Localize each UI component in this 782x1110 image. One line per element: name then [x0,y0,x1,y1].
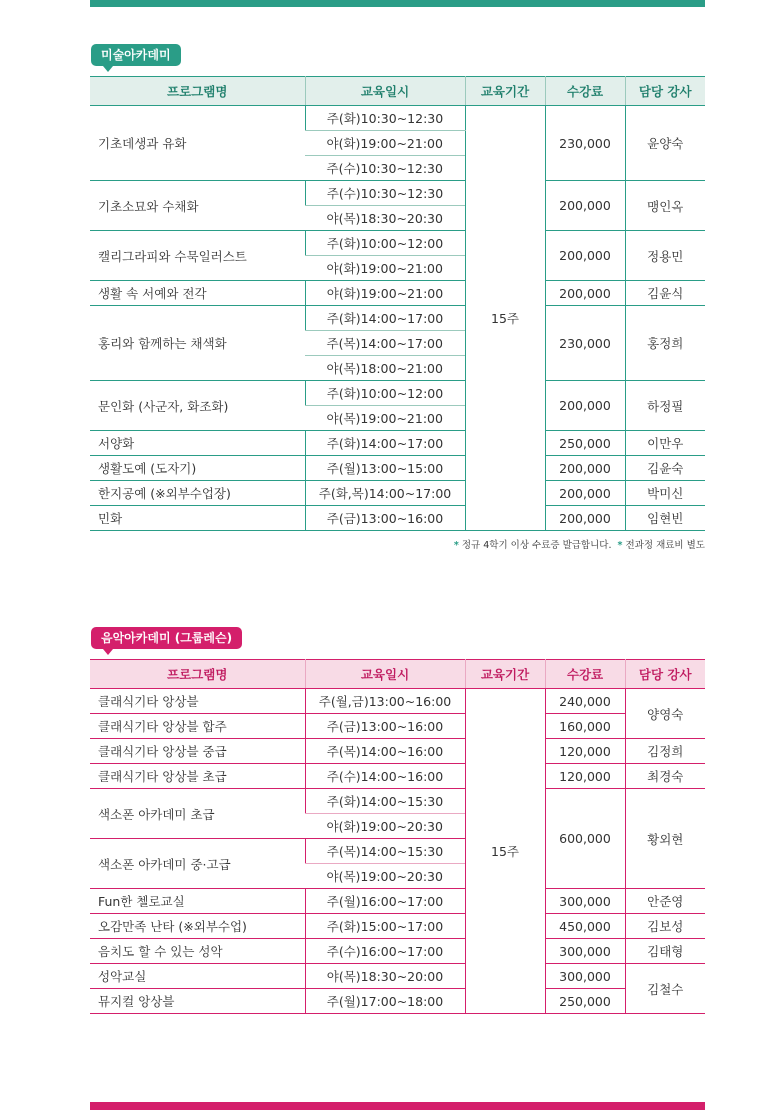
schedule-time: 주(화)10:30~12:30 [305,106,465,131]
course-period: 15주 [465,106,545,531]
course-fee: 200,000 [545,506,625,531]
table-row [90,481,705,506]
program-name: 캘리그라피와 수묵일러스트 [90,231,305,281]
footnote-star: * [617,540,623,551]
program-name: 색소폰 아카데미 중·고급 [90,839,305,889]
program-name: 문인화 (사군자, 화조화) [90,381,305,431]
table-row [90,989,705,1014]
course-fee: 300,000 [545,889,625,914]
schedule-time: 야(화)19:00~21:00 [305,281,465,306]
schedule-time: 야(목)18:00~21:00 [305,356,465,381]
teacher-name: 맹인옥 [625,181,705,231]
program-name: 클래식기타 앙상블 초급 [90,764,305,789]
music-academy-title: 음악아카데미 (그룹레슨) [91,627,242,649]
art-academy-section [90,44,705,551]
program-name: 클래식기타 앙상블 합주 [90,714,305,739]
table-row [90,231,705,256]
music-academy-section [90,627,705,1014]
course-fee: 250,000 [545,989,625,1014]
music-schedule-table [90,659,705,1014]
course-fee: 300,000 [545,939,625,964]
schedule-time: 야(목)18:30~20:00 [305,964,465,989]
program-name: Fun한 첼로교실 [90,889,305,914]
course-fee: 200,000 [545,231,625,281]
table-row [90,714,705,739]
course-fee: 600,000 [545,789,625,889]
program-name: 생활 속 서예와 전각 [90,281,305,306]
program-name: 클래식기타 앙상블 [90,689,305,714]
schedule-time: 야(목)18:30~20:30 [305,206,465,231]
course-fee: 120,000 [545,764,625,789]
program-name: 오감만족 난타 (※외부수업) [90,914,305,939]
header-program: 프로그램명 [90,660,305,689]
table-row [90,964,705,989]
program-name: 한지공예 (※외부수업장) [90,481,305,506]
schedule-time: 주(화)15:00~17:00 [305,914,465,939]
schedule-time: 주(목)14:00~17:00 [305,331,465,356]
bottom-accent-bar [90,1102,705,1110]
table-row [90,106,705,131]
program-name: 색소폰 아카데미 초급 [90,789,305,839]
header-datetime: 교육일시 [305,77,465,106]
program-name: 뮤지컬 앙상블 [90,989,305,1014]
program-name: 기초데생과 유화 [90,106,305,181]
schedule-time: 주(화)10:00~12:00 [305,231,465,256]
program-name: 성악교실 [90,964,305,989]
table-row [90,181,705,206]
art-footnote [90,537,705,551]
program-name: 홍리와 함께하는 채색화 [90,306,305,381]
table-row [90,689,705,714]
course-fee: 230,000 [545,306,625,381]
footnote-star: * [453,540,459,551]
schedule-time: 주(화)14:00~17:00 [305,306,465,331]
teacher-name: 이만우 [625,431,705,456]
course-fee: 450,000 [545,914,625,939]
course-fee: 300,000 [545,964,625,989]
course-fee: 230,000 [545,106,625,181]
schedule-time: 야(화)19:00~21:00 [305,131,465,156]
table-row [90,789,705,814]
course-fee: 250,000 [545,431,625,456]
table-row [90,456,705,481]
teacher-name: 김철수 [625,964,705,1014]
course-fee: 200,000 [545,181,625,231]
teacher-name: 윤양숙 [625,106,705,181]
schedule-time: 주(수)10:30~12:30 [305,156,465,181]
teacher-name: 최경숙 [625,764,705,789]
schedule-time: 주(목)14:00~16:00 [305,739,465,764]
table-row [90,431,705,456]
program-name: 기초소묘와 수채화 [90,181,305,231]
course-fee: 240,000 [545,689,625,714]
table-row [90,306,705,331]
header-period: 교육기간 [465,660,545,689]
table-row [90,914,705,939]
header-teacher: 담당 강사 [625,77,705,106]
teacher-name: 김윤식 [625,281,705,306]
teacher-name: 황외현 [625,789,705,889]
teacher-name: 김태형 [625,939,705,964]
footnote-material-fee: 전과정 재료비 별도 [625,540,705,551]
schedule-time: 야(화)19:00~20:30 [305,814,465,839]
schedule-time: 야(화)19:00~21:00 [305,256,465,281]
art-schedule-table [90,76,705,531]
program-name: 클래식기타 앙상블 중급 [90,739,305,764]
header-fee: 수강료 [545,77,625,106]
teacher-name: 안준영 [625,889,705,914]
program-name: 생활도예 (도자기) [90,456,305,481]
header-datetime: 교육일시 [305,660,465,689]
teacher-name: 김정희 [625,739,705,764]
schedule-time: 주(월)16:00~17:00 [305,889,465,914]
footnote-certificate: 정규 4학기 이상 수료증 발급합니다. [461,540,612,551]
teacher-name: 김보성 [625,914,705,939]
schedule-time: 주(목)14:00~15:30 [305,839,465,864]
course-fee: 120,000 [545,739,625,764]
program-name: 서양화 [90,431,305,456]
program-name: 민화 [90,506,305,531]
course-fee: 160,000 [545,714,625,739]
schedule-time: 주(월)13:00~15:00 [305,456,465,481]
course-period: 15주 [465,689,545,1014]
table-row [90,506,705,531]
schedule-time: 주(금)13:00~16:00 [305,506,465,531]
schedule-time: 주(수)14:00~16:00 [305,764,465,789]
table-row [90,381,705,406]
schedule-time: 주(화)14:00~15:30 [305,789,465,814]
schedule-time: 주(수)16:00~17:00 [305,939,465,964]
schedule-time: 주(월)17:00~18:00 [305,989,465,1014]
teacher-name: 양영숙 [625,689,705,739]
schedule-time: 주(화)10:00~12:00 [305,381,465,406]
art-academy-title: 미술아카데미 [91,44,181,66]
table-row [90,281,705,306]
schedule-time: 주(금)13:00~16:00 [305,714,465,739]
header-period: 교육기간 [465,77,545,106]
schedule-time: 야(목)19:00~20:30 [305,864,465,889]
teacher-name: 정용민 [625,231,705,281]
teacher-name: 임현빈 [625,506,705,531]
course-fee: 200,000 [545,381,625,431]
top-accent-bar [90,0,705,7]
course-fee: 200,000 [545,456,625,481]
teacher-name: 하정필 [625,381,705,431]
program-name: 음치도 할 수 있는 성악 [90,939,305,964]
table-row [90,739,705,764]
table-row [90,764,705,789]
teacher-name: 박미신 [625,481,705,506]
schedule-time: 야(목)19:00~21:00 [305,406,465,431]
schedule-time: 주(월,금)13:00~16:00 [305,689,465,714]
header-fee: 수강료 [545,660,625,689]
table-header-row [90,77,705,106]
schedule-time: 주(수)10:30~12:30 [305,181,465,206]
schedule-time: 주(화,목)14:00~17:00 [305,481,465,506]
schedule-time: 주(화)14:00~17:00 [305,431,465,456]
teacher-name: 홍정희 [625,306,705,381]
table-header-row [90,660,705,689]
header-teacher: 담당 강사 [625,660,705,689]
course-fee: 200,000 [545,481,625,506]
table-row [90,939,705,964]
teacher-name: 김윤숙 [625,456,705,481]
table-row [90,889,705,914]
course-fee: 200,000 [545,281,625,306]
header-program: 프로그램명 [90,77,305,106]
